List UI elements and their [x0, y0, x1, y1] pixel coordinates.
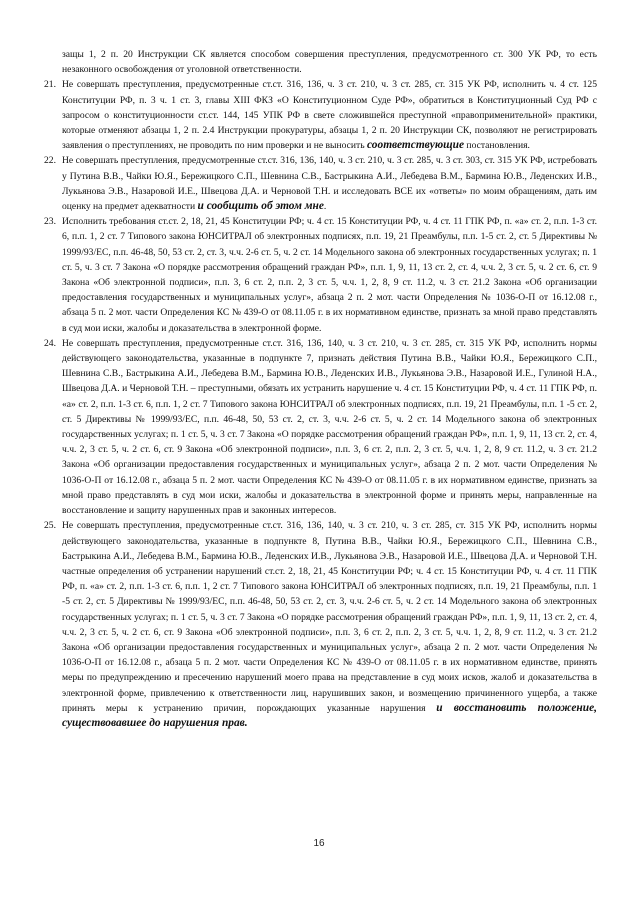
- item-number: 24.: [44, 337, 56, 349]
- item-body: Исполнить требования ст.ст. 2, 18, 21, 45 Конституции РФ; ч. 4 ст. 15 Конституции РФ, ч. 4 ст. 11 ГПК РФ, п. «а» ст. 2, п.п. 1-3 ст. 6, п.п. 1, 2 ст. 7 Типового закона ЮНСИТРАЛ об электронных подписях, п.п. 19, 21 Преамбулы, п.п. 1-5 ст. 2, ст. 5 Директивы № 1999/93/ЕС, п.п. 46-48, 50, 53 ст. 2, ст. 3, ч.ч. 2-6 ст. 5, ч. 2 ст. 14 Модельного закона об электронных государственных услугах; п. 1 ст. 5, ч. 3 ст. 7 Закона «О порядке рассмотрения обращений граждан РФ», п.п. 1, 9, 11, 13 ст. 2, ст. 4, ч.ч. 2, 3 ст. 5, ч. 2 ст. 6, ст. 9 Закона «Об электронной подписи», п.п. 3, 6 ст. 2, п.п. 2, 3 ст. 5, ч.ч. 1, 2, 8, 9 ст. 11.2, ч. 3 ст. 21.2 Закона «Об организации предоставления государственных и муниципальных услуг», абзаца 2 п. 2 мот. части Определения № 1036-О-П от 16.12.08 г., абзаца 5 п. 2 мот. части Определения КС № 439-О от 08.11.05 г. в их нормативном единстве, признать за мной право представлять в суд мои иски, жалобы и доказательства в электронной форме.: [62, 216, 597, 334]
- item-text: [62, 336, 597, 518]
- item-body: Не совершать преступления, предусмотренные ст.ст. 316, 136, 140, ч. 3 ст. 210, ч. 3 ст. 285, ст. 315 УК РФ, исполнить нормы действующего законодательства, указанные в подпункте 7, признать действия Путина В.В., Чайки Ю.Я., Бережицкого С.П., Шевнина С.В., Бастрыкина А.И., Лебедева В.М., Бармина Ю.В., Леденских И.В., Лукьянова Э.В., Назаровой И.Е., Гулиной Н.А., Швецова Д.А. и Черновой Т.Н. – преступными, обязать их устранить нарушение ч. 4 ст. 15 Конституции РФ, ч. 4 ст. 11 ГПК РФ, п. «а» ст. 2, п.п. 1-3 ст. 6, п.п. 1, 2 ст. 7 Типового закона ЮНСИТРАЛ об электронных подписях, п.п. 19, 21 Преамбулы, п.п. 1 -5 ст. 2, ст. 5 Директивы № 1999/93/ЕС, п.п. 46-48, 50, 53 ст. 2, ст. 3, ч.ч. 2-6 ст. 5, ч. 2 ст. 14 Модельного закона об электронных государственных услугах; п. 1 ст. 5, ч. 3 ст. 7 Закона «О порядке рассмотрения обращений граждан РФ», п.п. 1, 9, 11, 13 ст. 2, ст. 4, ч.ч. 2, 3 ст. 5, ч. 2 ст. 6, ст. 9 Закона «Об электронной подписи», п.п. 3, 6 ст. 2, п.п. 2, 3 ст. 5, ч.ч. 1, 2, 8, 9 ст. 11.2, ч. 3 ст. 21.2 Закона «Об организации предоставления государственных и муниципальных услуг», абзаца 2 п. 2 мот. части Определения № 1036-О-П от 16.12.08 г., абзаца 5 п. 2 мот. части Определения КС № 439-О от 08.11.05 г. в их нормативном единстве, признать за мной право представлять в суд мои иски, жалобы и доказательства в электронной форме и принять меры, направленные на восстановление и защиту нарушенных прав и законных интересов.: [62, 337, 597, 517]
- intro-paragraph: защы 1, 2 п. 20 Инструкции СК является способом совершения преступления, предусмотренного ст. 300 УК РФ, то есть незаконного освобождения от уголовной ответственности.: [62, 49, 597, 76]
- item-emphasis: и сообщить об этом мне: [197, 200, 324, 213]
- item-number: 22.: [44, 155, 56, 167]
- item-tail: .: [323, 201, 327, 213]
- page-number: 16: [313, 838, 325, 849]
- item-body: Не совершать преступления, предусмотренные ст.ст. 316, 136, 140, ч. 3 ст. 210, ч. 3 ст. 285, ст. 315 УК РФ, исполнить нормы действующего законодательства, указанные в подпункте 8, Путина В.В., Чайки Ю.Я., Бережицкого С.П., Шевнина С.В., Бастрыкина А.И., Лебедева В.М., Бармина Ю.В., Леденских И.В., Лукьянова Э.В., Назаровой И.Е., Швецова Д.А. и Черновой Т.Н. частные определения об устранении нарушений ст.ст. 2, 18, 21, 45 Конституции РФ; ч. 4 ст. 15 Конституции РФ, ч. 4 ст. 11 ГПК РФ, п. «а» ст. 2, п.п. 1-3 ст. 6, п.п. 1, 2 ст. 7 Типового закона ЮНСИТРАЛ об электронных подписях, п.п. 19, 21 Преамбулы, п.п. 1 -5 ст. 2, ст. 5 Директивы № 1999/93/ЕС, п.п. 46-48, 50, 53 ст. 2, ст. 3, ч.ч. 2-6 ст. 5, ч. 2 ст. 14 Модельного закона об электронных государственных услугах; п. 1 ст. 5, ч. 3 ст. 7 Закона «О порядке рассмотрения обращений граждан РФ», п.п. 1, 9, 11, 13 ст. 2, ст. 4, ч.ч. 2, 3 ст. 5, ч. 2 ст. 6, ст. 9 Закона «Об электронной подписи», п.п. 3, 6 ст. 2, п.п. 2, 3 ст. 5, ч.ч. 1, 2, 8, 9 ст. 11.2, ч. 3 ст. 21.2 Закона «Об организации предоставления государственных и муниципальных услуг», абзаца 2 п. 2 мот. части Определения № 1036-О-П от 16.12.08 г., абзаца 5 п. 2 мот. части Определения КС № 439-О от 08.11.05 г. в их нормативном единстве, принять меры по предупреждению и пресечению нарушений моего права на представление в суд моих исков, жалоб и доказательства в электронной форме, привлечению к ответственности лиц, нарушивших закон, и возмещению причиненного ущерба, а также принять меры к устранению причин, порождающих указанные нарушения: [62, 520, 597, 714]
- item-number: 23.: [44, 216, 56, 228]
- item-text: [62, 77, 597, 153]
- list-item-25: [44, 518, 597, 731]
- item-number: 25.: [44, 520, 56, 532]
- item-number: 21.: [44, 79, 56, 91]
- item-text: [62, 214, 597, 336]
- item-text: [62, 153, 597, 214]
- document-body: [44, 47, 597, 731]
- list-item-22: [44, 153, 597, 214]
- list-item-24: [44, 336, 597, 518]
- list-item-21: [44, 77, 597, 153]
- item-tail: постановления.: [464, 140, 530, 152]
- item-body: Не совершать преступления, предусмотренные ст.ст. 316, 136, ч. 3 ст. 210, ч. 3 ст. 285, ст. 315 УК РФ, исполнить ч. 4 ст. 125 Конституции РФ, п. 3 ч. 1 ст. 3, главы XIII ФКЗ «О Конституционном Суде РФ», обратиться в Конституционный Суд РФ с запросом о конституционности ст.ст. 144, 145 УПК РФ в свете сложившейся преступной «правоприменительной» практики, которые отменяют абзацы 1, 2 п. 2.4 Инструкции прокуратуры, абзацы 1, 2 п. 20 Инструкции СК, позволяют не регистрировать заявления о преступлениях, не проводить по ним проверки и не выносить: [62, 79, 597, 152]
- item-body: Не совершать преступления, предусмотренные ст.ст. 316, 136, 140, ч. 3 ст. 210, ч. 3 ст. 285, ч. 3 ст. 303, ст. 315 УК РФ, истребовать у Путина В.В., Чайки Ю.Я., Бережицкого С.П., Шевнина С.В., Бастрыкина А.И., Лебедева В.М., Бармина Ю.В., Леденских И.В., Лукьянова Э.В., Назаровой И.Е., Швецова Д.А. и Черновой Т.Н. и исследовать ВСЕ их «ответы» по моим обращениям, дать им оценку на предмет адекватности: [62, 155, 597, 213]
- item-emphasis: и восстановить положение, существовавшее до нарушения прав.: [62, 701, 597, 729]
- item-emphasis: соответствующие: [367, 139, 465, 152]
- item-text: [62, 518, 597, 731]
- list-item-23: [44, 214, 597, 336]
